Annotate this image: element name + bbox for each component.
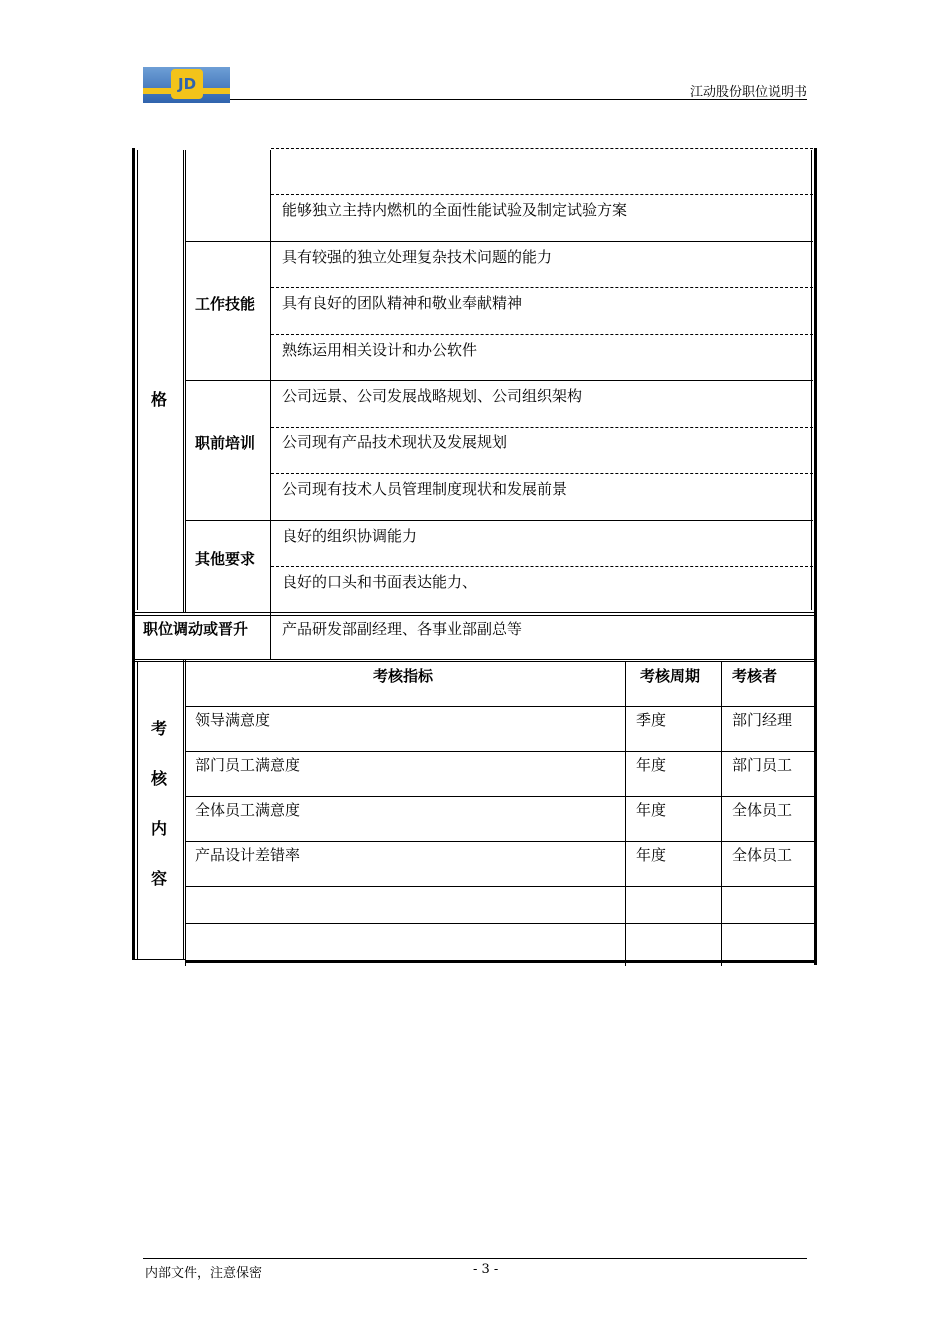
assessment-row-1-indicator: 领导满意度 [195,711,271,729]
assessment-row-1-period: 季度 [636,711,667,729]
promotion-label: 职位调动或晋升 [143,620,249,638]
table-left-border [132,148,135,960]
group-label-work-skills: 工作技能 [195,295,256,313]
assessment-row-3-indicator: 全体员工满意度 [195,801,301,819]
other-requirement-item-2: 良好的口头和书面表达能力、 [282,573,478,591]
page-number: - 3 - [473,1262,499,1277]
assessment-label-char-4: 容 [151,869,168,888]
promotion-value: 产品研发部副经理、各事业部副总等 [282,620,523,638]
assessment-label-char-1: 考 [151,719,168,738]
logo-glyph: JD [178,75,197,93]
footer-confidential-note: 内部文件，注意保密 [145,1266,263,1281]
assessment-label-char-2: 核 [151,769,168,788]
assessment-row-2-period: 年度 [636,756,667,774]
assessment-row-1-assessor: 部门经理 [732,711,793,729]
assessment-row-3-assessor: 全体员工 [732,801,793,819]
assessment-row-2-assessor: 部门员工 [732,756,793,774]
assessment-label-char-3: 内 [151,819,168,838]
training-item-1: 公司远景、公司发展战略规划、公司组织架构 [282,387,583,405]
company-logo [143,67,230,103]
footer-rule [143,1258,807,1259]
assessment-row-3-period: 年度 [636,801,667,819]
group-label-other-requirements: 其他要求 [195,550,256,568]
assessment-row-4-indicator: 产品设计差错率 [195,846,301,864]
assessment-row-4-assessor: 全体员工 [732,846,793,864]
work-skill-item-1: 具有较强的独立处理复杂技术问题的能力 [282,248,553,266]
work-skill-item-3: 熟练运用相关设计和办公软件 [282,341,478,359]
assessment-row-4-period: 年度 [636,846,667,864]
table-right-border [814,148,817,965]
training-item-3: 公司现有技术人员管理制度现状和发展前景 [282,480,568,498]
qualification-section-label: 格 [151,390,168,409]
qualification-top-row-2: 能够独立主持内燃机的全面性能试验及制定试验方案 [282,201,628,219]
other-requirement-item-1: 良好的组织协调能力 [282,527,418,545]
column-header-indicator: 考核指标 [373,667,434,685]
column-header-period: 考核周期 [640,667,701,685]
document-title: 江动股份职位说明书 [689,85,807,100]
group-label-pre-job-training: 职前培训 [195,434,256,452]
column-header-assessor: 考核者 [732,667,778,685]
training-item-2: 公司现有产品技术现状及发展规划 [282,433,508,451]
work-skill-item-2: 具有良好的团队精神和敬业奉献精神 [282,294,523,312]
assessment-row-2-indicator: 部门员工满意度 [195,756,301,774]
